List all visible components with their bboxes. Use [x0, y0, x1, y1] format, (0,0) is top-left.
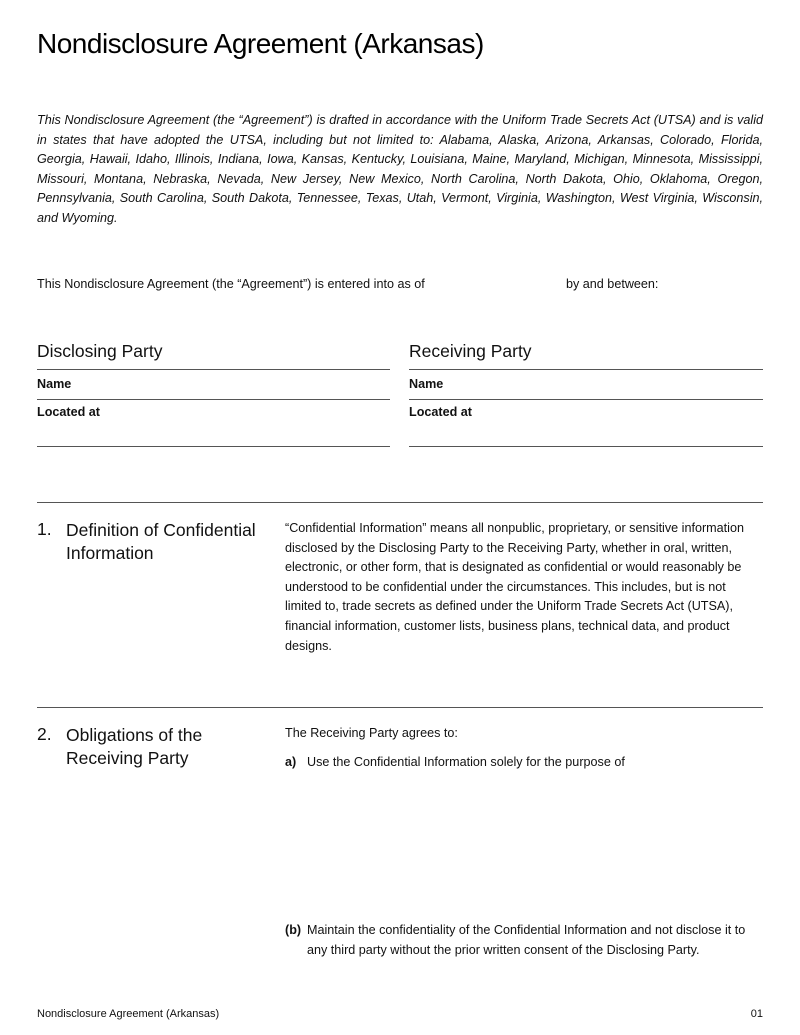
divider — [409, 399, 763, 400]
item-text: Maintain the confidentiality of the Confidential Information and not disclose it to any third party without the prior written consent of the Disclosing Party. — [307, 923, 746, 957]
disclosing-location-label: Located at — [37, 405, 100, 419]
obligation-item-b — [285, 921, 767, 960]
receiving-location-field[interactable] — [409, 420, 763, 445]
divider — [37, 446, 390, 447]
receiving-name-label: Name — [409, 377, 444, 391]
disclosing-location-field[interactable] — [37, 420, 390, 445]
purpose-field[interactable] — [307, 775, 763, 915]
disclosing-name-field[interactable] — [90, 372, 390, 398]
page-number: 01 — [750, 1008, 763, 1020]
page-title: Nondisclosure Agreement (Arkansas) — [37, 28, 484, 59]
section-2-number: 2. — [37, 724, 52, 744]
section-1-number: 1. — [37, 519, 52, 539]
section-1-body: “Confidential Information” means all nonpublic, proprietary, or sensitive information disclosed by the Disclosing Party to the Receiving Party, whether in oral, written, electronic, or other form, that is designated as confidential or would reasonably be understood to be confidential under the circumstances. This includes, but is not limited to, trade secrets as defined under the Uniform Trade Secrets Act (UTSA), financial information, customer lists, business plans, technical data, and product designs. — [285, 521, 744, 653]
by-and-between-text: by and between: — [566, 277, 659, 291]
section-divider — [37, 707, 763, 708]
divider — [409, 369, 763, 370]
item-text: Use the Confidential Information solely for the purpose of — [307, 755, 625, 769]
footer-title: Nondisclosure Agreement (Arkansas) — [37, 1008, 220, 1020]
entered-into-text: This Nondisclosure Agreement (the “Agreement”) is entered into as of — [37, 277, 425, 291]
item-marker: a) — [285, 755, 297, 769]
section-2-intro: The Receiving Party agrees to: — [285, 726, 458, 740]
divider — [409, 446, 763, 447]
receiving-location-label: Located at — [409, 405, 472, 419]
date-field[interactable] — [450, 272, 558, 292]
section-divider — [37, 502, 763, 503]
divider — [37, 369, 390, 370]
section-2-title: Obligations of the Receiving Party — [66, 725, 203, 768]
divider — [37, 399, 390, 400]
disclosing-party-heading: Disclosing Party — [37, 341, 163, 361]
obligation-item-a — [285, 753, 767, 773]
receiving-party-heading: Receiving Party — [409, 341, 532, 361]
intro-paragraph: This Nondisclosure Agreement (the “Agreement”) is drafted in accordance with the Uniform Trade Secrets Act (UTSA) and is valid in states that have adopted the UTSA, including but not limited to: Alabama, Alaska, Arizona, Arkansas, Colorado, Florida, Georgia, Hawaii, Idaho, Illinois, Indiana, Iowa, Kansas, Kentucky, Louisiana, Maine, Maryland, Michigan, Minnesota, Mississippi, Missouri, Montana, Nebraska, Nevada, New Jersey, New Mexico, North Carolina, North Dakota, Ohio, Oklahoma, Oregon, Pennsylvania, South Carolina, South Dakota, Tennessee, Texas, Utah, Vermont, Virginia, Washington, West Virginia, Wisconsin, and Wyoming. — [37, 113, 763, 225]
item-marker: (b) — [285, 923, 302, 937]
disclosing-name-label: Name — [37, 377, 72, 391]
section-1-title: Definition of Confidential Information — [66, 520, 256, 563]
receiving-name-field[interactable] — [462, 372, 762, 398]
